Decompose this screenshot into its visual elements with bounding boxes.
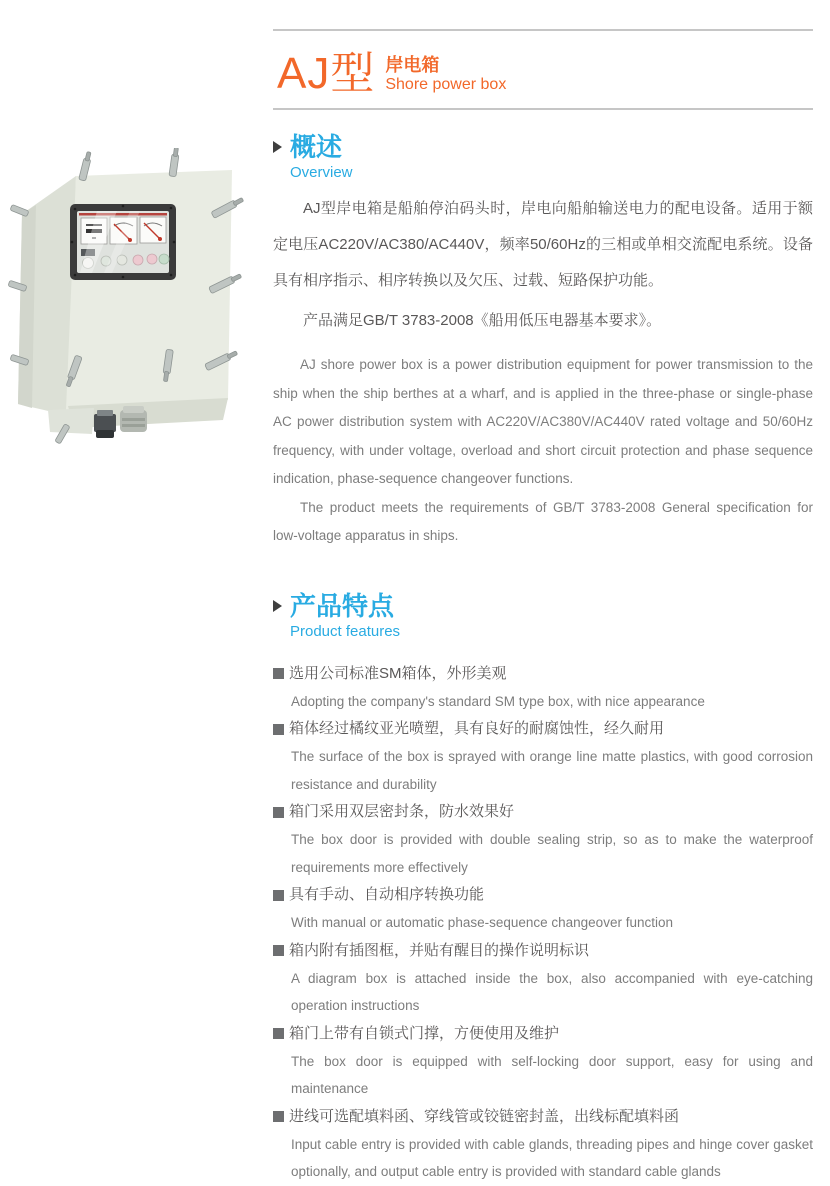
bullet-square-icon (273, 890, 284, 901)
box-base-block (48, 408, 94, 434)
section-overview (273, 132, 813, 551)
overview-paragraph-cn: 产品满足GB/T 3783-2008《船用低压电器基本要求》。 (303, 312, 662, 329)
overview-paragraph-cn: AJ型岸电箱是船舶停泊码头时，岸电向船舶输送电力的配电设备。适用于额定电压AC220V/AC380/AC440V，频率50/60Hz的三相或单相交流配电系统。设备具有相序指示、相序转换以及欠压、过载、短路保护功能。 (273, 200, 813, 289)
product-model-title: AJ型 (277, 49, 376, 98)
feature-text-en: The surface of the box is sprayed with orange line matte plastics, with good corrosion resistance and durability (291, 749, 813, 792)
bullet-square-icon (273, 668, 284, 679)
features-heading (271, 591, 813, 642)
bullet-square-icon (273, 945, 284, 956)
product-title-cn: 岸电箱 (385, 55, 440, 75)
feature-text-en: The box door is provided with double sealing strip, so as to make the waterproof requirements more effectively (291, 832, 813, 875)
feature-text-en: The box door is equipped with self-locking door support, easy for using and maintenance (291, 1053, 813, 1096)
section-product-features (273, 591, 813, 1186)
meter-window (70, 204, 176, 280)
bullet-square-icon (273, 807, 284, 818)
section-arrow-icon (273, 141, 282, 153)
overview-paragraph-en: AJ shore power box is a power distribution equipment for power transmission to the ship when the ship berthes at a wharf, and is applied in the three-phase or single-phase AC power distribution system with AC220V/AC380V/AC440V rated voltage and 50/60Hz frequency, with under voltage, overload and short circuit protection and phase sequence indication, phase-sequence changeover functions. (273, 357, 813, 486)
feature-title-cn: 选用公司标准SM箱体，外形美观 (289, 664, 507, 682)
list-item (273, 715, 813, 798)
bullet-square-icon (273, 1111, 284, 1122)
features-heading-en: Product features (290, 622, 401, 640)
feature-title-cn: 箱门采用双层密封条，防水效果好 (289, 803, 515, 820)
overview-heading-en: Overview (290, 164, 353, 181)
overview-heading (271, 132, 813, 183)
product-photo (2, 148, 267, 468)
overview-heading-cn: 概述 (290, 132, 343, 162)
page-title (273, 31, 813, 108)
shore-power-box-photo (2, 148, 267, 468)
section-arrow-icon (273, 600, 282, 612)
feature-title-cn: 箱内附有插图框，并贴有醒目的操作说明标识 (289, 941, 590, 959)
features-heading-cn: 产品特点 (290, 590, 395, 621)
list-item (273, 660, 813, 716)
feature-title-cn: 箱体经过橘纹亚光喷塑，具有良好的耐腐蚀性，经久耐用 (289, 720, 665, 737)
content-column (273, 0, 813, 1186)
feature-text-en: With manual or automatic phase-sequence changeover function (291, 915, 673, 930)
feature-text-en: Input cable entry is provided with cable glands, threading pipes and hinge cover gasket optionally, and output cable entry is provided with standard cable glands (291, 1136, 813, 1179)
overview-paragraph-en: The product meets the requirements of GB/T 3783-2008 General specification for low-voltage apparatus in ships. (273, 499, 813, 543)
feature-list (273, 660, 813, 1186)
feature-text-en: Adopting the company's standard SM type box, with nice appearance (291, 693, 705, 709)
feature-title-cn: 箱门上带有自锁式门撑，方便使用及维护 (289, 1024, 560, 1042)
analog-meter-icon (140, 217, 166, 243)
product-title-en: Shore power box (385, 76, 507, 93)
list-item (273, 937, 813, 1020)
cable-gland-light (120, 406, 147, 432)
feature-text-en: A diagram box is attached inside the box, also accompanied with eye-catching operation instructions (291, 970, 813, 1013)
bullet-square-icon (273, 1028, 284, 1039)
bullet-square-icon (273, 724, 284, 735)
list-item (273, 881, 813, 937)
list-item (273, 1020, 813, 1103)
feature-title-cn: 进线可选配填料函、穿线管或铰链密封盖，出线标配填料函 (289, 1107, 680, 1125)
cable-gland-dark (94, 410, 116, 438)
feature-title-cn: 具有手动、自动相序转换功能 (289, 886, 485, 903)
list-item (273, 1103, 813, 1186)
header-bottom-rule (273, 108, 813, 110)
list-item (273, 798, 813, 881)
